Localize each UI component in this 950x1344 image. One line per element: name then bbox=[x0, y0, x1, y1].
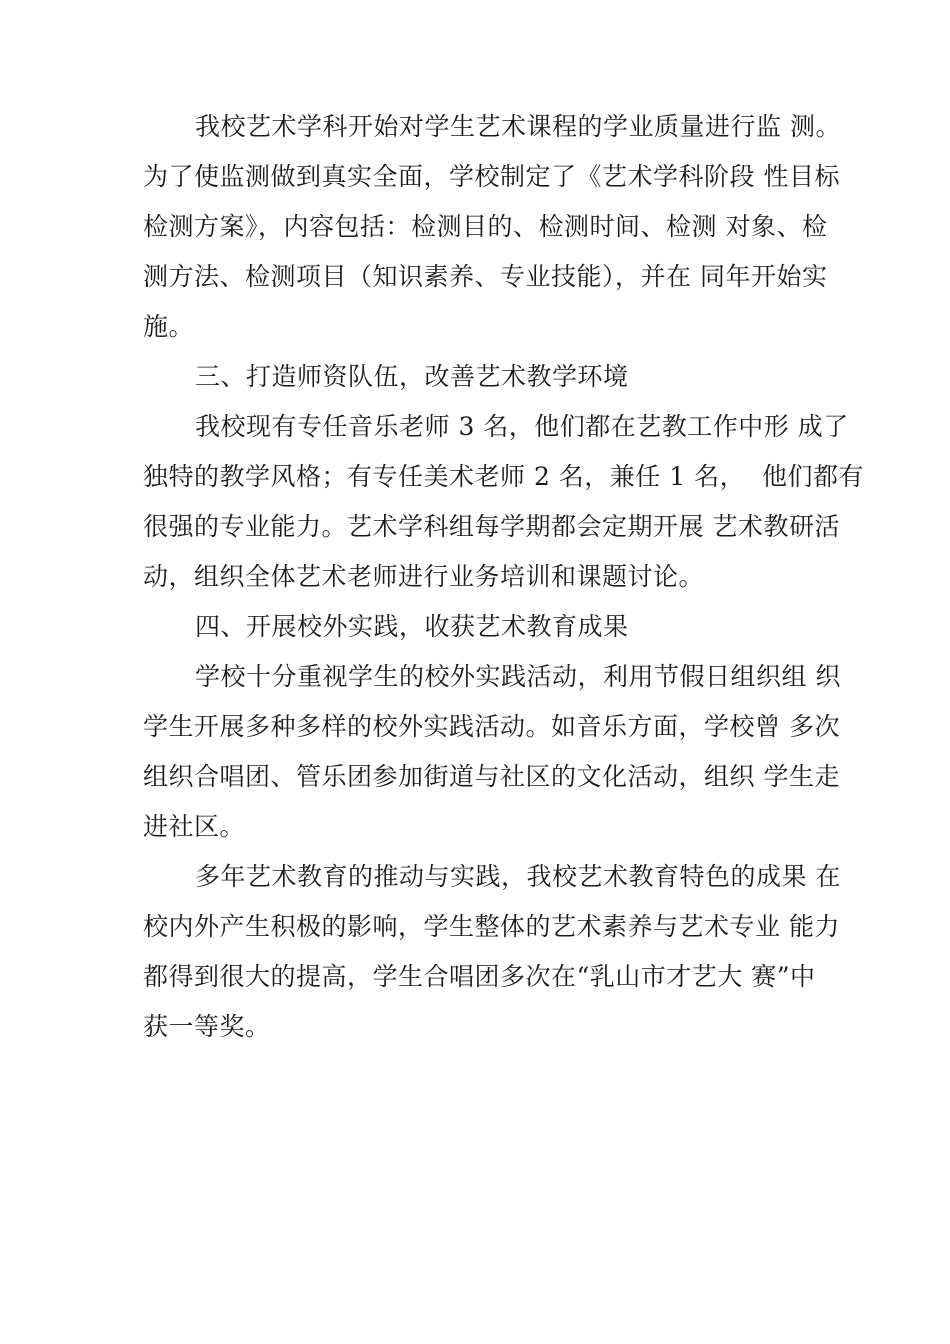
section-heading: 三、打造师资队伍，改善艺术教学环境 bbox=[195, 362, 629, 391]
text-line: 组织合唱团、管乐团参加街道与社区的文化活动，组织 学生走 bbox=[143, 762, 840, 791]
section-heading: 四、开展校外实践，收获艺术教育成果 bbox=[195, 612, 629, 641]
paragraph-practice bbox=[143, 652, 841, 852]
text-line: 获一等奖。 bbox=[143, 1012, 271, 1041]
text-line: 动，组织全体艺术老师进行业务培训和课题讨论。 bbox=[143, 562, 705, 591]
text-line: 施。 bbox=[143, 312, 195, 341]
text-line: 很强的专业能力。艺术学科组每学期都会定期开展 艺术教研活 bbox=[143, 512, 840, 541]
text-line: 我校现有专任音乐老师 3 名，他们都在艺教工作中形 成了 bbox=[195, 412, 849, 441]
text-line: 学校十分重视学生的校外实践活动，利用节假日组织组 织 bbox=[195, 662, 841, 691]
text-line: 独特的教学风格；有专任美术老师 2 名，兼任 1 名， 他们都有 bbox=[143, 462, 864, 491]
text-line: 都得到很大的提高，学生合唱团多次在“乳山市才艺大 赛”中 bbox=[143, 962, 816, 991]
section-heading-teachers bbox=[143, 352, 833, 402]
paragraph-teachers bbox=[143, 402, 864, 602]
document-body bbox=[143, 102, 864, 1052]
paragraph-achievements bbox=[143, 852, 841, 1052]
text-line: 进社区。 bbox=[143, 812, 246, 841]
text-line: 多年艺术教育的推动与实践，我校艺术教育特色的成果 在 bbox=[195, 862, 841, 891]
section-heading-practice bbox=[143, 602, 833, 652]
text-line: 为了使监测做到真实全面，学校制定了《艺术学科阶段 性目标 bbox=[143, 162, 840, 191]
text-line: 检测方案》，内容包括：检测目的、检测时间、检测 对象、检 bbox=[143, 212, 828, 241]
text-line: 测方法、检测项目（知识素养、专业技能），并在 同年开始实 bbox=[143, 262, 828, 291]
text-line: 校内外产生积极的影响，学生整体的艺术素养与艺术专业 能力 bbox=[143, 912, 840, 941]
text-line: 学生开展多种多样的校外实践活动。如音乐方面，学校曾 多次 bbox=[143, 712, 840, 741]
paragraph-art-quality-monitoring bbox=[143, 102, 841, 352]
text-line: 我校艺术学科开始对学生艺术课程的学业质量进行监 测。 bbox=[195, 112, 841, 141]
